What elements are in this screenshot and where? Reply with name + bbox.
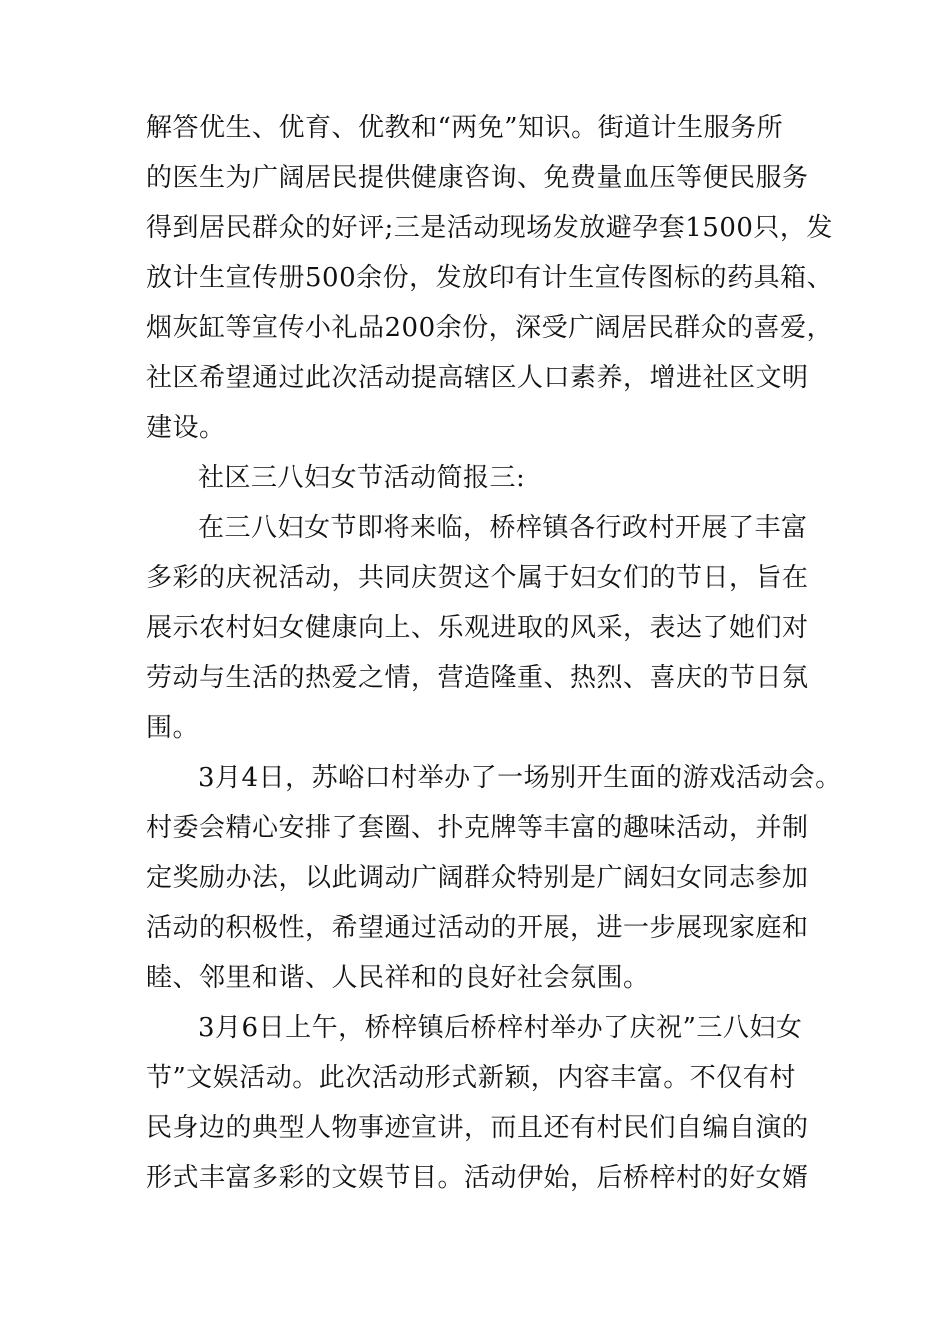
- text-line: 民身边的典型人物事迹宣讲，而且还有村民们自编自演的: [146, 1113, 809, 1143]
- text-line: 劳动与生活的热爱之情，营造隆重、热烈、喜庆的节日氛: [146, 663, 809, 693]
- text-line: 的医生为广阔居民提供健康咨询、免费量血压等便民服务: [146, 163, 809, 193]
- text-line: 社区三八妇女节活动简报三:: [198, 463, 526, 493]
- text-line: 村委会精心安排了套圈、扑克牌等丰富的趣味活动，并制: [146, 813, 809, 843]
- text-line: 睦、邻里和谐、人民祥和的良好社会氛围。: [146, 963, 650, 993]
- text-line: 多彩的庆祝活动，共同庆贺这个属于妇女们的节日，旨在: [146, 563, 809, 593]
- text-line: 建设。: [146, 413, 226, 443]
- text-line: 定奖励办法，以此调动广阔群众特别是广阔妇女同志参加: [146, 863, 809, 893]
- text-line: 节”文娱活动。此次活动形式新颖，内容丰富。不仅有村: [146, 1063, 796, 1093]
- text-line: 活动的积极性，希望通过活动的开展，进一步展现家庭和: [146, 913, 809, 943]
- text-line: 展示农村妇女健康向上、乐观进取的风采，表达了她们对: [146, 613, 809, 643]
- text-line: 放计生宣传册500余份，发放印有计生宣传图标的药具箱、: [146, 263, 834, 293]
- text-line: 在三八妇女节即将来临，桥梓镇各行政村开展了丰富: [198, 513, 808, 543]
- text-line: 社区希望通过此次活动提高辖区人口素养，增进社区文明: [146, 363, 809, 393]
- text-line: 围。: [146, 713, 200, 743]
- text-line: 3月6日上午，桥梓镇后桥梓村举办了庆祝”三八妇女: [198, 1013, 803, 1043]
- text-line: 烟灰缸等宣传小礼品200余份，深受广阔居民群众的喜爱，: [146, 313, 834, 343]
- text-line: 3月4日，苏峪口村举办了一场别开生面的游戏活动会。: [198, 763, 842, 793]
- text-line: 得到居民群众的好评;三是活动现场发放避孕套1500只，发: [146, 213, 833, 243]
- text-line: 形式丰富多彩的文娱节目。活动伊始，后桥梓村的好女婿: [146, 1163, 809, 1193]
- text-line: 解答优生、优育、优教和“两免”知识。街道计生服务所: [146, 113, 784, 143]
